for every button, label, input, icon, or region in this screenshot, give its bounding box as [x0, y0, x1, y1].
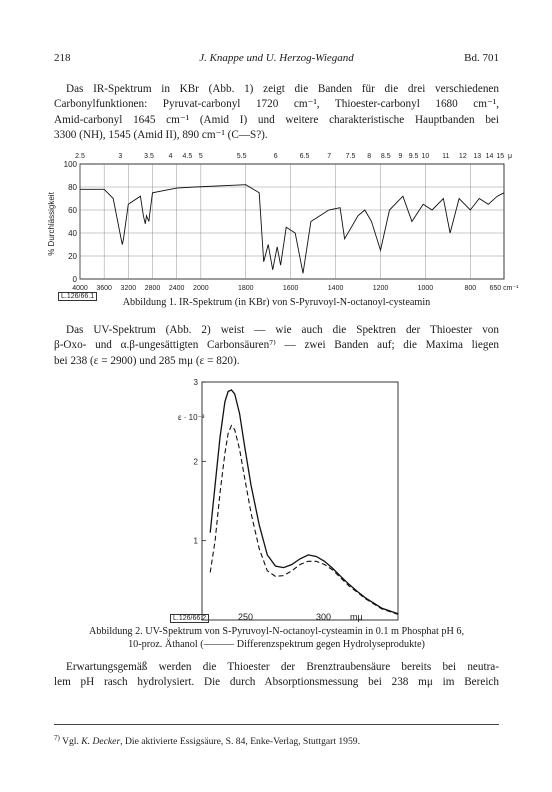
ir-bottom-axis-labels [72, 285, 519, 292]
text-line: β-Oxo- und α.β-ungesättigten Carbonsäuren⁷⁾ — zwei Banden auf; die Maxima liegen [54, 339, 499, 352]
ir-y-ticks [64, 160, 78, 284]
ir-top-tick-label: 5 [198, 153, 203, 160]
text-line: Erwartungsgemäß werden die Thioester der Brenztraubensäure bereits bei neutra- [66, 661, 499, 673]
ir-top-tick-label: 12 [458, 153, 467, 160]
ir-x-tick-label: 800 [464, 285, 477, 292]
ir-y-tick-label: 20 [68, 252, 77, 261]
ir-x-tick-label: 1200 [372, 285, 389, 292]
ir-top-tick-label: 7 [327, 153, 332, 160]
ir-y-tick-label: 80 [68, 183, 77, 192]
ir-top-tick-label: 8 [367, 153, 372, 160]
uv-y-tick-label: 1 [193, 536, 198, 546]
volume-label: Bd. 701 [464, 52, 499, 64]
ir-y-tick-label: 40 [68, 229, 77, 238]
text-line: lem pH rasch hydrolysiert. Die durch Absorptionsmessung bei 238 mμ im Bereich [54, 676, 499, 689]
footnote [54, 733, 499, 747]
ir-x-tick-label: 4000 [72, 285, 88, 292]
footnote-marker: 7) [54, 733, 60, 742]
ir-top-tick-label: 9.5 [408, 153, 419, 160]
uv-y-ticks [194, 378, 206, 546]
ir-top-tick-label: 4.5 [182, 153, 193, 160]
ir-plot-frame [80, 164, 504, 279]
ir-top-tick-label: 15 [496, 153, 505, 160]
footnote-rule [54, 724, 499, 725]
uv-figure-stamp: L.126/66.2 [170, 614, 209, 623]
ir-top-tick-label: 10 [421, 153, 430, 160]
text-line: bei 238 (ε = 2900) und 285 mμ (ε = 820). [54, 354, 240, 367]
ir-x-tick-label: 650 cm⁻¹ [489, 285, 519, 292]
ir-top-tick-label: 6 [273, 153, 278, 160]
ir-x-tick-label: 2800 [144, 285, 161, 292]
ir-figure-stamp: L.126/66.1 [58, 292, 97, 301]
ir-figure-caption: Abbildung 1. IR-Spektrum (in KBr) von S-Pyruvoyl-N-octanoyl-cysteamin [122, 297, 431, 308]
ir-y-tick-label: 0 [72, 275, 77, 284]
ir-top-axis-labels [75, 153, 512, 160]
text-line: 3300 (NH), 1545 (Amid II), 890 cm⁻¹ (C—S?). [54, 128, 268, 141]
ir-x-tick-label: 1000 [417, 285, 434, 292]
caption-line: 10-proz. Äthanol (——— Differenzspektrum gegen Hydrolyseprodukte) [128, 638, 425, 650]
footnote-pre: Vgl. [62, 736, 79, 747]
ir-transmission-curve [80, 185, 504, 274]
uv-x-tick-300: 300 [316, 612, 332, 622]
ir-grid [80, 164, 504, 279]
text-line: Amid-carbonyl 1645 cm⁻¹ (Amid I) und weitere charakteristische Hauptbanden bei [54, 113, 499, 126]
ir-x-tick-label: 3600 [96, 285, 112, 292]
ir-y-axis-title: % Durchlässigkeit [47, 192, 56, 256]
text-line: Das IR-Spektrum in KBr (Abb. 1) zeigt die Banden für die drei verschiedenen [66, 83, 499, 95]
ir-y-tick-label: 100 [63, 160, 77, 169]
uv-y-title: ε · 10⁻³ [178, 413, 205, 422]
ir-top-tick-label: 4 [168, 153, 173, 160]
ir-top-tick-label: 3 [118, 153, 123, 160]
ir-y-tick-label: 60 [68, 206, 77, 215]
ir-x-tick-label: 3200 [120, 285, 137, 292]
ir-top-tick-label: 5.5 [236, 153, 247, 160]
running-head [54, 52, 499, 68]
text-line: Carbonylfunktionen: Pyruvat-carbonyl 1720 cm⁻¹, Thioester-carbonyl 1680 cm⁻¹, [54, 98, 499, 111]
ir-spectrum-figure [40, 146, 520, 296]
ir-x-tick-label: 2000 [193, 285, 209, 292]
ir-top-tick-label: 3.5 [144, 153, 154, 160]
ir-top-tick-label: 9 [398, 153, 403, 160]
ir-x-tick-label: 2400 [168, 285, 185, 292]
ir-top-tick-label: 11 [442, 153, 450, 160]
ir-x-tick-label: 1800 [237, 285, 254, 292]
paragraph-ir-description [54, 82, 499, 143]
ir-top-tick-label: 8.5 [380, 153, 391, 160]
text-line: Das UV-Spektrum (Abb. 2) weist — wie auch die Spektren der Thioester von [66, 324, 499, 336]
uv-x-unit: mμ [350, 612, 363, 622]
uv-plot-frame [202, 382, 398, 620]
ir-top-tick-label: 6.5 [299, 153, 310, 160]
ir-x-tick-label: 1400 [327, 285, 344, 292]
caption-line: Abbildung 2. UV-Spektrum von S-Pyruvoyl-N-octanoyl-cysteamin in 0.1 m Phosphat pH 6, [88, 626, 465, 637]
page-number: 218 [54, 52, 71, 64]
ir-top-tick-label: μ [507, 153, 513, 160]
ir-top-tick-label: 2.5 [75, 153, 85, 160]
ir-top-tick-label: 13 [473, 153, 482, 160]
paragraph-uv-description [54, 323, 499, 369]
uv-curve-solid [210, 390, 398, 614]
footnote-rest: , Die aktivierte Essigsäure, S. 84, Enke-Verlag, Stuttgart 1959. [120, 736, 360, 747]
ir-top-tick-label: 14 [485, 153, 494, 160]
uv-curve-dashed [210, 426, 398, 615]
running-head-authors: J. Knappe und U. Herzog-Wiegand [199, 52, 354, 64]
uv-spectrum-figure [160, 370, 410, 630]
paragraph-hydrolysis [54, 660, 499, 691]
footnote-author: K. Decker [81, 736, 121, 747]
uv-x-tick-250: 250 [238, 612, 254, 622]
uv-figure-caption [54, 626, 499, 651]
ir-x-tick-label: 1600 [282, 285, 299, 292]
uv-y-tick-label: 2 [193, 457, 198, 467]
ir-top-tick-label: 7.5 [345, 153, 356, 160]
uv-y-tick-label: 3 [193, 378, 198, 387]
